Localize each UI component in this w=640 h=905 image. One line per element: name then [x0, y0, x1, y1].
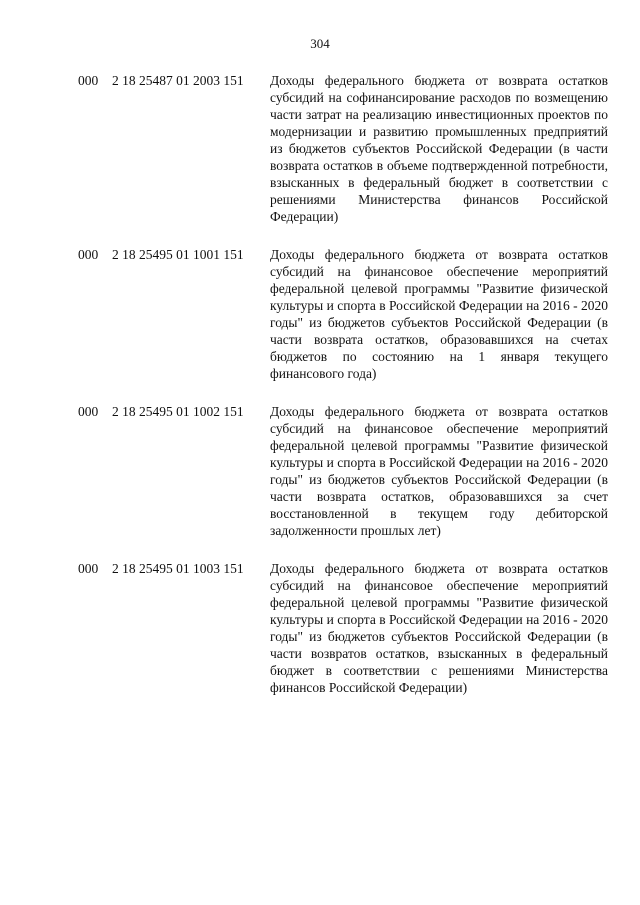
revenue-code-table — [78, 72, 608, 717]
administrator-code: 000 — [78, 404, 99, 419]
revenue-description: Доходы федерального бюджета от возврата остатков субсидий на финансовое обеспечение мероприятий федеральной целевой программы "Развитие физической культуры и спорта в Российской Федерации на 2016 - 2020 годы" из бюджетов субъектов Российской Федерации (в части возврата остатков, образовавшихся на счетах бюджетов по состоянию на 1 января текущего финансового года) — [270, 247, 608, 381]
revenue-description: Доходы федерального бюджета от возврата остатков субсидий на софинансирование расходов по возмещению части затрат на реализацию инвестиционных проектов по модернизации и развитию промышленных предприятий из бюджетов субъектов Российской Федерации (в части возврата остатков в объеме подтвержденной потребности, взысканных в федеральный бюджет в соответствии с решениями Министерства финансов Российской Федерации) — [270, 73, 608, 224]
table-row — [78, 72, 608, 225]
table-row — [78, 560, 608, 696]
budget-classification-code: 2 18 25495 01 1002 151 — [112, 404, 244, 419]
page-number: 304 — [310, 36, 330, 51]
administrator-code: 000 — [78, 561, 99, 576]
table-row — [78, 403, 608, 539]
revenue-description: Доходы федерального бюджета от возврата остатков субсидий на финансовое обеспечение мероприятий федеральной целевой программы "Развитие физической культуры и спорта в Российской Федерации на 2016 - 2020 годы" из бюджетов субъектов Российской Федерации (в части возврата остатков, образовавшихся за счет восстановленной в текущем году дебиторской задолженности прошлых лет) — [270, 404, 608, 538]
revenue-description: Доходы федерального бюджета от возврата остатков субсидий на финансовое обеспечение мероприятий федеральной целевой программы "Развитие физической культуры и спорта в Российской Федерации на 2016 - 2020 годы" из бюджетов субъектов Российской Федерации (в части возвратов остатков, взысканных в федеральный бюджет в соответствии с решениями Министерства финансов Российской Федерации) — [270, 561, 608, 695]
budget-classification-code: 2 18 25487 01 2003 151 — [112, 73, 244, 88]
administrator-code: 000 — [78, 247, 99, 262]
budget-classification-code: 2 18 25495 01 1003 151 — [112, 561, 244, 576]
table-row — [78, 246, 608, 382]
budget-classification-code: 2 18 25495 01 1001 151 — [112, 247, 244, 262]
administrator-code: 000 — [78, 73, 99, 88]
